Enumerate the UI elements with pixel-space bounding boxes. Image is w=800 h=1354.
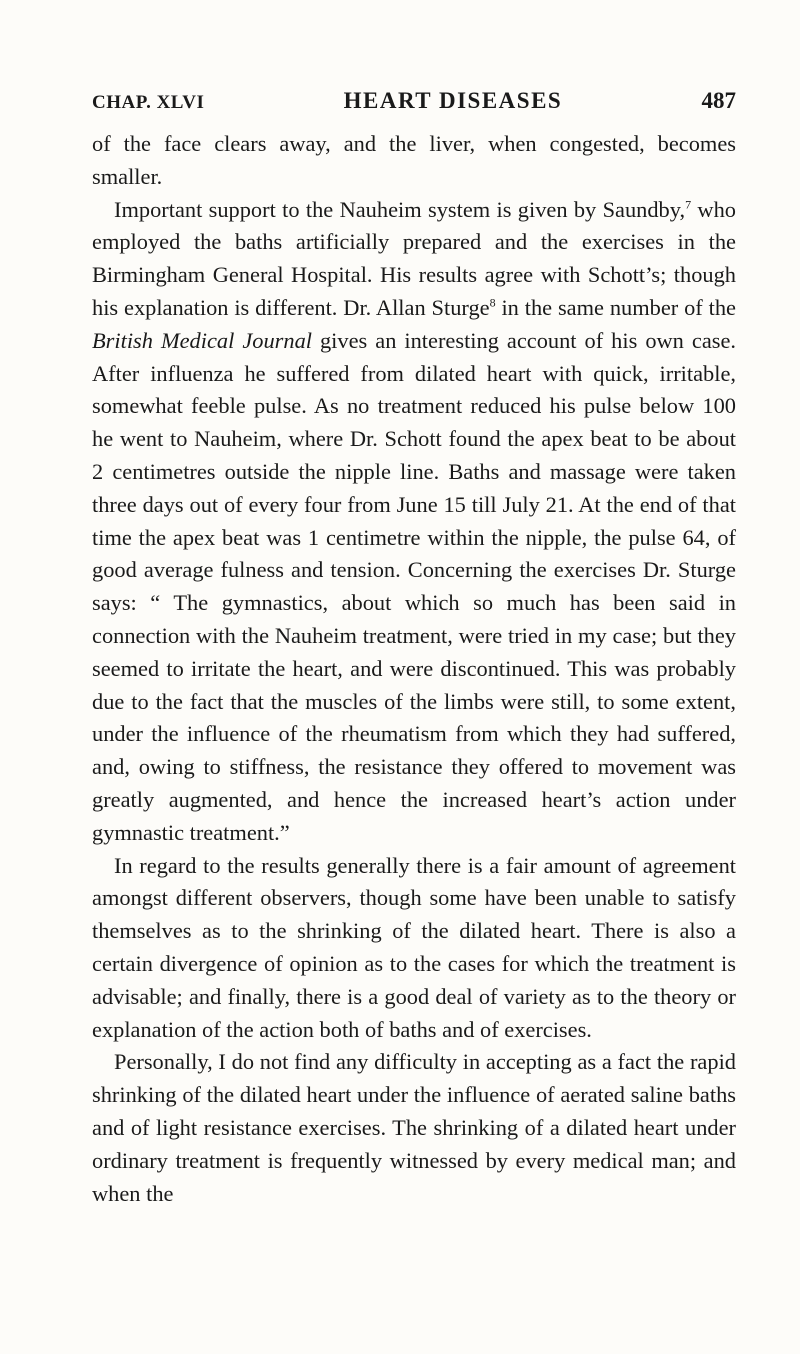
footnote-ref: 7 (685, 197, 692, 212)
chapter-label: CHAP. XLVI (92, 92, 205, 113)
footnote-ref: 8 (489, 295, 496, 310)
body-text (92, 128, 736, 1210)
running-title: HEART DISEASES (343, 88, 563, 113)
paragraph-continuation (92, 128, 736, 194)
paragraph-text: In regard to the results generally there is a fair amount of agreement amongst different observers, though some have been unable to satisfy themselves as to the shrinking of the dilated heart. There is also a certain divergence of opinion as to the cases for which the treatment is advisable; and finally, there is a good deal of variety as to the theory or explanation of the action both of baths and of exercises. (92, 852, 736, 1042)
paragraph-text: gives an interesting account of his own case. After influenza he suffered from dilated heart with quick, irritable, somewhat feeble pulse. As no treatment reduced his pulse below 100 he went to Nauheim, where Dr. Schott found the apex beat to be about 2 centimetres outside the nipple line. Baths and massage were taken three days out of every four from June 15 till July 21. At the end of that time the apex beat was 1 centimetre within the nipple, the pulse 64, of good average fulness and tension. Concerning the exercises Dr. Sturge says: “ The gymnastics, about which so much has been said in connection with the Nauheim treatment, were tried in my case; but they seemed to irritate the heart, and were discontinued. This was probably due to the fact that the muscles of the limbs were still, to some extent, under the influence of the rheumatism from which they had suffered, and, owing to stiffness, the resistance they offered to movement was greatly augmented, and hence the increased heart’s action under gymnastic treatment.” (92, 327, 737, 845)
paragraph-text: in the same number of the (495, 294, 736, 320)
book-page (92, 88, 736, 1210)
paragraph-nauheim-support (92, 194, 736, 850)
paragraph-personal-view (92, 1046, 736, 1210)
paragraph-text: who employed the baths artificially prepared and the exercises in the Birmingham General Hospital. His results agree with Schott’s; though his explanation is different. Dr. Allan Sturge (92, 196, 736, 320)
paragraph-text: of the face clears away, and the liver, when congested, becomes smaller. (92, 131, 736, 189)
paragraph-text: Important support to the Nauheim system is given by Saundby, (114, 196, 686, 222)
page-number: 487 (701, 88, 736, 113)
paragraph-text: Personally, I do not find any difficulty in accepting as a fact the rapid shrinking of the dilated heart under the influence of aerated saline baths and of light resistance exercises. The shrinking of a dilated heart under ordinary treatment is frequently witnessed by every medical man; and when the (92, 1049, 736, 1206)
running-head (92, 88, 736, 128)
journal-title: British Medical Journal (92, 327, 312, 353)
paragraph-results (92, 850, 736, 1047)
